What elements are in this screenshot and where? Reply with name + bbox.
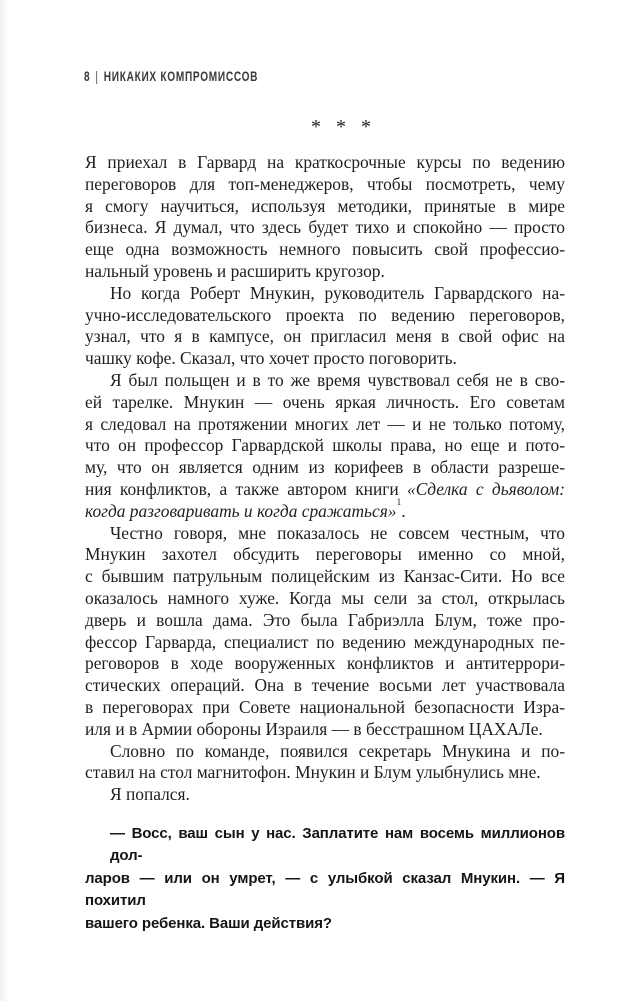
page-edge-shade xyxy=(0,0,9,1001)
text-line xyxy=(85,523,565,545)
text-line xyxy=(85,392,565,414)
text-segment: Но когда Роберт Мнукин, руководитель Гарвардского на- xyxy=(110,282,565,303)
paragraph xyxy=(85,523,565,741)
paragraph xyxy=(85,784,565,806)
text-segment: иля и в Армии обороны Израиля — в бесстрашном ЦАХАЛе. xyxy=(85,718,543,739)
page-number: 8 xyxy=(84,68,91,84)
text-segment: дверь и вошла дама. Это была Габриэлла Блум, тоже про- xyxy=(85,609,565,630)
book-title-italic: «Сделка с дьяволом: xyxy=(407,478,565,499)
text-line xyxy=(85,435,565,457)
text-segment: вашего ребенка. Ваши действия? xyxy=(85,914,332,932)
text-line xyxy=(85,675,565,697)
text-line xyxy=(85,610,565,632)
text-line xyxy=(85,632,565,654)
text-segment: Я был польщен и в то же время чувствовал себя не в сво- xyxy=(110,369,565,390)
text-segment: переговоров для топ-менеджеров, чтобы посмотреть, чему xyxy=(85,173,565,194)
paragraph xyxy=(85,370,565,523)
text-segment: му, что он является одним из корифеев в области разреше- xyxy=(85,457,565,478)
text-line xyxy=(85,305,565,327)
header-divider: | xyxy=(95,68,99,84)
text-line xyxy=(85,217,565,239)
text-segment: я смогу научиться, используя методики, принятые в мире xyxy=(85,195,565,216)
text-segment: узнал, что я в кампусе, он пригласил меня в свой офис на xyxy=(85,326,565,347)
section-break-asterisks: * * * xyxy=(311,116,371,138)
paragraph xyxy=(85,741,565,785)
text-segment: в переговорах при Совете национальной безопасности Изра- xyxy=(85,696,565,717)
body-text xyxy=(85,152,565,935)
text-line xyxy=(85,414,565,436)
text-line xyxy=(85,653,565,675)
text-segment: Честно говоря, мне показалось не совсем честным, что xyxy=(110,522,565,543)
text-segment: — Восс, ваш сын у нас. Заплатите нам восемь миллионов дол- xyxy=(110,824,565,865)
text-line xyxy=(85,261,565,283)
text-line xyxy=(85,823,565,868)
text-line xyxy=(85,370,565,392)
paragraph xyxy=(85,152,565,283)
text-line xyxy=(85,719,565,741)
footnote-marker: 1 xyxy=(396,496,402,508)
paragraph xyxy=(85,283,565,370)
text-segment: с бывшим патрульным полицейским из Канзас-Сити. Но все xyxy=(85,566,565,587)
text-line xyxy=(85,283,565,305)
text-line xyxy=(85,479,565,501)
text-line xyxy=(85,239,565,261)
text-segment: нальный уровень и расширить кругозор. xyxy=(85,260,385,281)
text-segment: Я попался. xyxy=(110,784,190,805)
text-segment: чашку кофе. Сказал, что хочет просто поговорить. xyxy=(85,348,457,369)
text-line xyxy=(85,784,565,806)
text-segment: что он профессор Гарвардской школы права, но еще и пото- xyxy=(85,435,565,456)
text-segment: я следовал на протяжении многих лет — и не только потому, xyxy=(85,413,565,434)
dialogue-paragraph xyxy=(85,823,565,936)
text-segment: ей тарелке. Мнукин — очень яркая личность. Его советам xyxy=(85,391,565,412)
text-line xyxy=(85,697,565,719)
text-segment: учно-исследовательского проекта по ведению переговоров, xyxy=(85,304,565,325)
text-segment: бизнеса. Я думал, что здесь будет тихо и спокойно — просто xyxy=(85,217,565,238)
text-line xyxy=(85,868,565,913)
running-header xyxy=(84,68,258,84)
text-line xyxy=(85,913,565,936)
text-segment: Словно по команде, появился секретарь Мнукина и по- xyxy=(110,740,565,761)
text-line xyxy=(85,741,565,763)
text-segment: Я приехал в Гарвард на краткосрочные курсы по ведению xyxy=(85,152,565,172)
text-line xyxy=(85,174,565,196)
text-line xyxy=(85,326,565,348)
text-segment: . xyxy=(401,500,406,521)
text-line xyxy=(85,566,565,588)
text-segment: ния конфликтов, а также автором книги xyxy=(85,478,407,499)
running-title: НИКАКИХ КОМПРОМИССОВ xyxy=(103,68,259,84)
text-line xyxy=(85,762,565,784)
text-line xyxy=(85,457,565,479)
text-segment: фессор Гарварда, специалист по ведению международных пе- xyxy=(85,631,565,652)
text-line xyxy=(85,544,565,566)
text-line xyxy=(85,588,565,610)
text-segment: стических операций. Она в течение восьми лет участвовала xyxy=(85,675,565,696)
text-line xyxy=(85,196,565,218)
text-line xyxy=(85,152,565,174)
text-segment: оказалось намного хуже. Когда мы сели за стол, открылась xyxy=(85,587,565,608)
text-segment: ларов — или он умрет, — с улыбкой сказал Мнукин. — Я похитил xyxy=(85,869,565,910)
text-segment: реговоров в ходе вооруженных конфликтов и антитеррори- xyxy=(85,653,565,674)
text-line xyxy=(85,348,565,370)
text-segment: ставил на стол магнитофон. Мнукин и Блум улыбнулись мне. xyxy=(85,762,541,783)
book-title-italic: когда разговаривать и когда сражаться» xyxy=(85,500,397,521)
text-segment: еще одна возможность немного повысить свой профессио- xyxy=(85,239,565,260)
text-segment: Мнукин захотел обсудить переговоры именно со мной, xyxy=(85,544,565,565)
text-line xyxy=(85,496,565,523)
